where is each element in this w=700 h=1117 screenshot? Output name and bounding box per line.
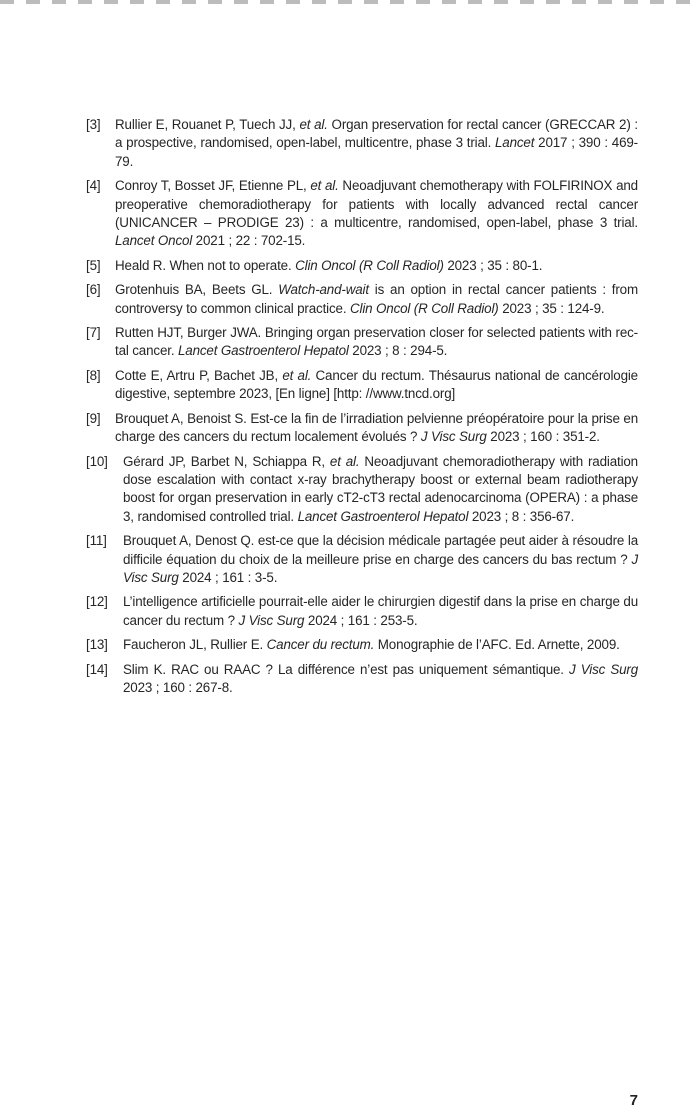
reference-item (86, 367, 638, 404)
reference-italic-segment: J Visc Surg (123, 551, 638, 585)
reference-segment: 2023 ; 160 : 351-2. (486, 429, 600, 445)
reference-number: [4] (86, 178, 101, 194)
top-dashed-border (0, 0, 700, 4)
reference-item (86, 177, 638, 251)
reference-segment: Neoadjuvant chemotherapy with FOLFIRINOX and preoperative chemoradiotherapy for patients with locally advanced rectal cancer (UNICANCER – PRODIGE 23) : a multicentre, randomised, open-label, phase 3 trial. (115, 178, 638, 231)
reference-italic-segment: Lancet (495, 135, 535, 151)
reference-text (115, 367, 638, 404)
reference-text (115, 257, 638, 275)
reference-segment: Grotenhuis BA, Beets GL. (115, 282, 279, 298)
reference-segment: 2023 ; 8 : 356-67. (468, 508, 575, 524)
reference-italic-segment: J Visc Surg (420, 429, 487, 445)
reference-segment: Rutten HJT, Burger JWA. Bringing organ preservation closer for selected patients with rec-tal cancer. (115, 325, 638, 359)
reference-number: [6] (86, 282, 101, 298)
reference-segment: Gérard JP, Barbet N, Schiappa R, (123, 453, 330, 469)
reference-number: [14] (86, 661, 108, 677)
reference-list (86, 116, 638, 703)
reference-italic-segment: Cancer du rectum. (266, 637, 375, 653)
reference-segment: Brouquet A, Denost Q. est-ce que la décision médicale partagée peut aider à résoudre la difficile équation du choix de la meilleure prise en charge des cancers du bas rectum ? (123, 533, 638, 567)
reference-number: [7] (86, 325, 101, 341)
reference-italic-segment: Lancet Gastroenterol Hepatol (297, 508, 469, 524)
reference-segment: L’intelligence artificielle pourrait-elle aider le chirurgien digestif dans la prise en charge du cancer du rectum ? (123, 594, 638, 628)
reference-segment: Faucheron JL, Rullier E. (123, 637, 267, 653)
reference-segment: Monographie de l’AFC. Ed. Arnette, 2009. (374, 637, 620, 653)
reference-italic-segment: Lancet Gastroenterol Hepatol (177, 343, 349, 359)
reference-text (123, 532, 638, 587)
reference-number: [8] (86, 367, 101, 383)
reference-item (86, 593, 638, 630)
reference-text (115, 410, 638, 447)
reference-segment: Cancer du rectum. Thésaurus national de cancérologie digestive, septembre 2023, [En ligne] [http: //www.tncd.org] (115, 367, 638, 402)
reference-segment: 2024 ; 161 : 3-5. (178, 569, 278, 585)
reference-number: [9] (86, 410, 101, 426)
reference-italic-segment: J Visc Surg (238, 612, 305, 628)
reference-item (86, 281, 638, 318)
reference-italic-segment: J Visc Surg (569, 661, 639, 677)
reference-segment: Rullier E, Rouanet P, Tuech JJ, (115, 117, 300, 132)
reference-italic-segment: Clin Oncol (R Coll Radiol) (349, 300, 499, 316)
reference-text (115, 281, 638, 318)
reference-item (86, 324, 638, 361)
reference-item (86, 453, 638, 527)
reference-number: [12] (86, 594, 108, 610)
reference-item (86, 410, 638, 447)
reference-segment: 2023 ; 35 : 124-9. (498, 300, 605, 316)
reference-italic-segment: Watch-and-wait (278, 282, 369, 298)
reference-segment: Brouquet A, Benoist S. Est-ce la fin de l’irradiation pelvienne préopératoire pour la prise en charge des cancers du rectum localement évolués ? (115, 410, 638, 445)
reference-segment: 2023 ; 35 : 80-1. (443, 257, 543, 273)
page-number: 7 (629, 1092, 638, 1109)
reference-italic-segment: et al. (329, 453, 360, 469)
reference-number: [3] (86, 117, 101, 132)
reference-segment: 2023 ; 8 : 294-5. (348, 343, 448, 359)
reference-text (115, 324, 638, 361)
reference-number: [13] (86, 637, 108, 653)
reference-item (86, 532, 638, 587)
reference-segment: Slim K. RAC ou RAAC ? La différence n’est pas uniquement sémantique. (123, 661, 570, 677)
reference-segment: Neoadjuvant chemoradiotherapy with radiation dose escalation with contact x-ray brachytherapy boost or external beam radiotherapy boost for organ preservation in early cT2-cT3 rectal adenocarcinoma (OPERA) : a phase 3, randomised controlled trial. (123, 453, 638, 524)
reference-item (86, 661, 638, 698)
reference-segment: is an option in rectal cancer patients : from controversy to common clinical practice. (115, 282, 638, 316)
reference-segment: Organ preservation for rectal cancer (GRECCAR 2) : a prospective, randomised, open-label, multicentre, phase 3 trial. (115, 117, 638, 151)
reference-italic-segment: Clin Oncol (R Coll Radiol) (295, 257, 444, 273)
reference-italic-segment: Lancet Oncol (115, 233, 193, 249)
reference-item (86, 257, 638, 275)
reference-number: [5] (86, 257, 101, 273)
reference-segment: 2024 ; 161 : 253-5. (304, 612, 418, 628)
reference-item (86, 116, 638, 171)
reference-italic-segment: et al. (299, 117, 328, 132)
reference-segment: 2017 ; 390 : 469-79. (115, 135, 638, 169)
reference-segment: 2021 ; 22 : 702-15. (192, 233, 306, 249)
reference-italic-segment: et al. (282, 367, 312, 383)
reference-italic-segment: et al. (310, 178, 339, 194)
reference-text (115, 116, 638, 171)
reference-text (123, 453, 638, 527)
reference-segment: Conroy T, Bosset JF, Etienne PL, (115, 178, 311, 194)
reference-number: [11] (86, 533, 107, 549)
reference-text (115, 177, 638, 251)
reference-segment: Cotte E, Artru P, Bachet JB, (115, 367, 283, 383)
reference-segment: 2023 ; 160 : 267-8. (123, 679, 233, 695)
reference-text (123, 661, 638, 698)
reference-number: [10] (86, 453, 108, 469)
reference-segment: Heald R. When not to operate. (115, 257, 296, 273)
reference-text (123, 593, 638, 630)
reference-item (86, 636, 638, 654)
reference-text (123, 636, 638, 654)
